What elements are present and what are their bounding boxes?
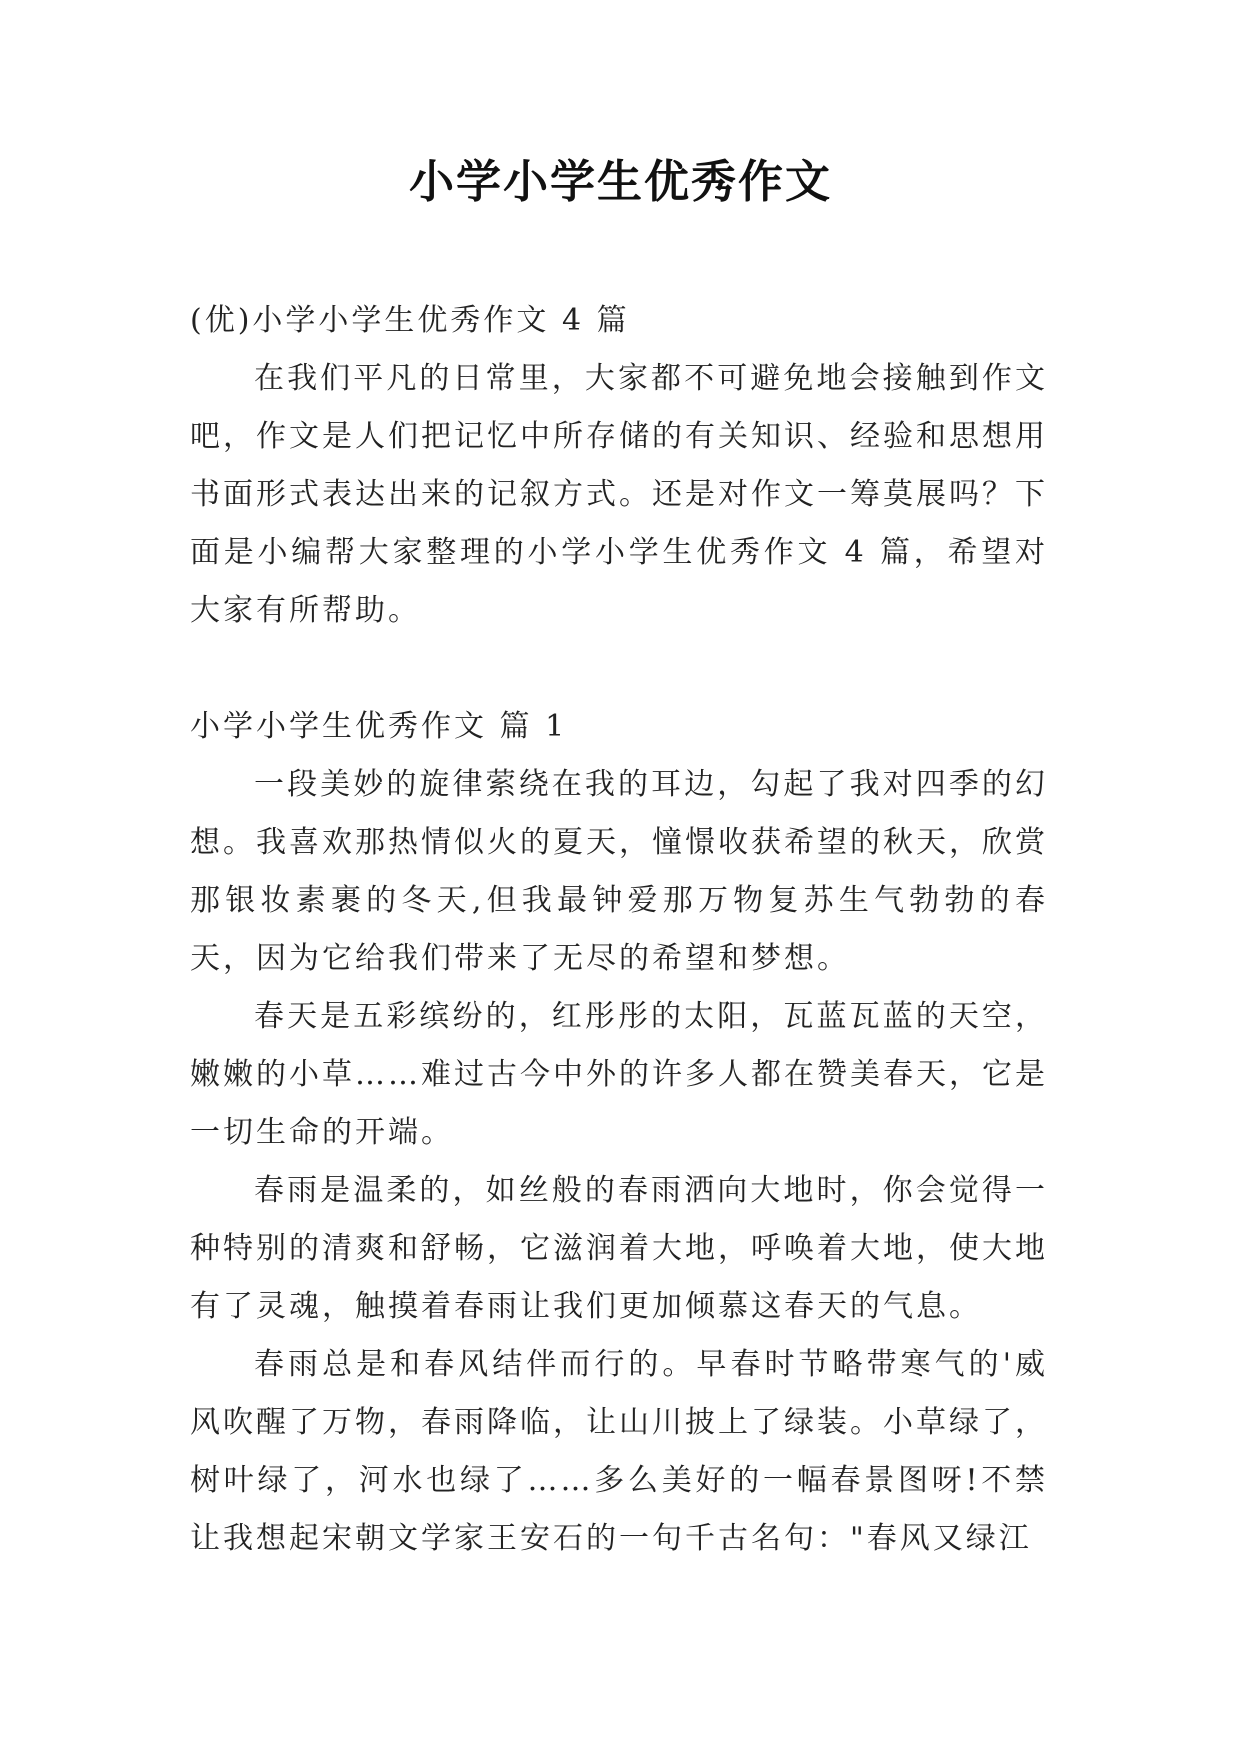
- document-title: 小学小学生优秀作文: [408, 155, 832, 208]
- section-heading: 小学小学生优秀作文 篇 1: [190, 709, 568, 744]
- document-subtitle: (优)小学小学生优秀作文 4 篇: [190, 303, 630, 338]
- body-paragraph-1: 一段美妙的旋律萦绕在我的耳边，勾起了我对四季的幻想。我喜欢那热情似火的夏天，憧憬收获希望的秋天，欣赏那银妆素裹的冬天,但我最钟爱那万物复苏生气勃勃的春天，因为它给我们带来了无尽的希望和梦想。: [190, 767, 1048, 976]
- intro-paragraph: 在我们平凡的日常里，大家都不可避免地会接触到作文吧，作文是人们把记忆中所存储的有关知识、经验和思想用书面形式表达出来的记叙方式。还是对作文一筹莫展吗？下面是小编帮大家整理的小学小学生优秀作文 4 篇，希望对大家有所帮助。: [190, 361, 1048, 628]
- body-paragraph-3: 春雨是温柔的，如丝般的春雨洒向大地时，你会觉得一种特别的清爽和舒畅，它滋润着大地，呼唤着大地，使大地有了灵魂，触摸着春雨让我们更加倾慕这春天的气息。: [190, 1173, 1048, 1324]
- section-spacer: [190, 640, 1048, 698]
- body-paragraph-4: 春雨总是和春风结伴而行的。早春时节略带寒气的'威风吹醒了万物，春雨降临，让山川披上了绿装。小草绿了，树叶绿了，河水也绿了……多么美好的一幅春景图呀!不禁让我想起宋朝文学家王安石的一句千古名句："春风又绿江: [190, 1347, 1048, 1556]
- body-paragraph-2: 春天是五彩缤纷的，红彤彤的太阳，瓦蓝瓦蓝的天空，嫩嫩的小草……难过古今中外的许多人都在赞美春天，它是一切生命的开端。: [190, 999, 1048, 1150]
- document-body: [190, 292, 1048, 1568]
